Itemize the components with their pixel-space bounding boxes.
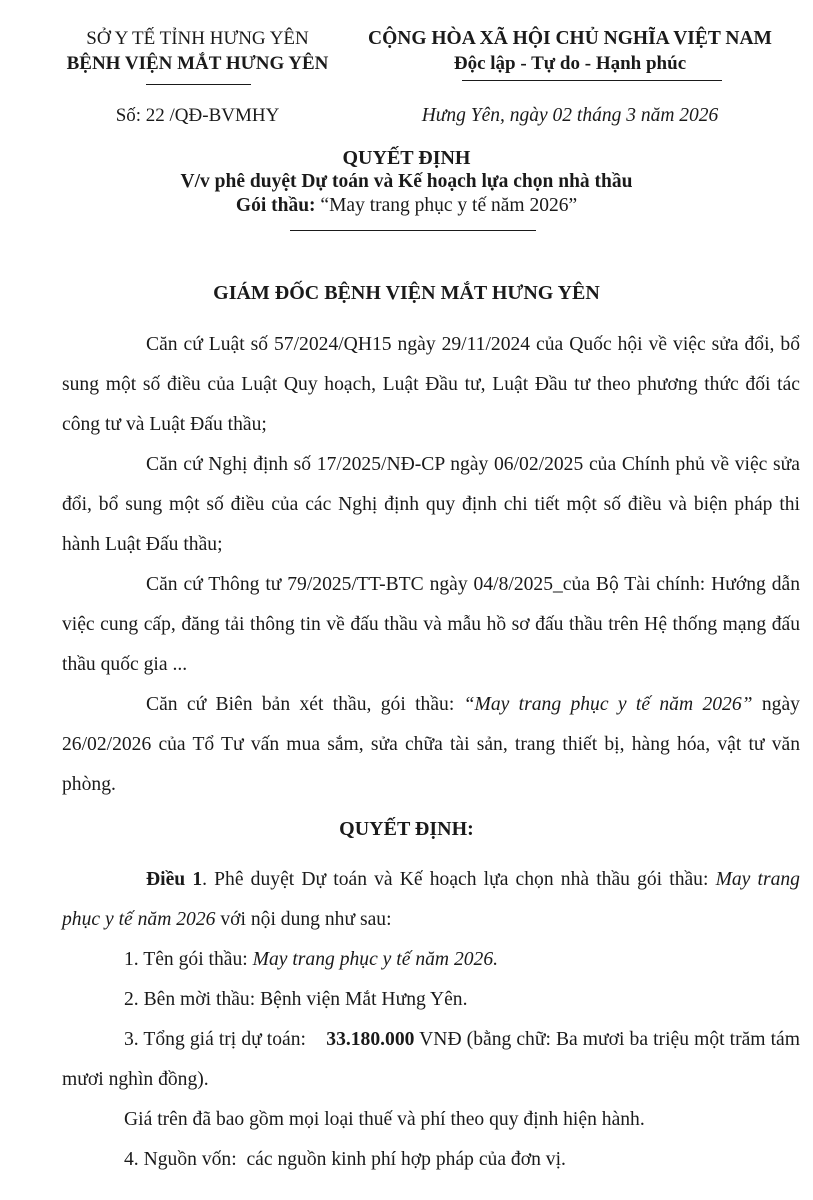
basis-law: Căn cứ Luật số 57/2024/QH15 ngày 29/11/2024 của Quốc hội về việc sửa đổi, bổ sung một số điều của Luật Quy hoạch, Luật Đầu tư, Luật Đầu tư theo phương thức đối tác công tư và Luật Đấu thầu;	[62, 334, 800, 435]
basis-decree: Căn cứ Nghị định số 17/2025/NĐ-CP ngày 06/02/2025 của Chính phủ về việc sửa đổi, bổ sung một số điều của các Nghị định quy định chi tiết một số điều và biện pháp thi hành Luật Đấu thầu;	[62, 454, 800, 555]
package-label: Gói thầu:	[235, 195, 321, 216]
article-1-label: Điều 1	[146, 869, 203, 890]
country-name: CỘNG HÒA XÃ HỘI CHỦ NGHĨA VIỆT NAM	[368, 28, 772, 49]
basis-circular: Căn cứ Thông tư 79/2025/TT-BTC ngày 04/8/2025_của Bộ Tài chính: Hướng dẫn việc cung cấp, đăng tải thông tin về đấu thầu và mẫu hồ sơ đấu thầu trên Hệ thống mạng đấu thầu quốc gia ...	[62, 574, 800, 675]
motto-underline	[462, 80, 722, 81]
document-subject: V/v phê duyệt Dự toán và Kế hoạch lựa chọn nhà thầu	[180, 171, 633, 192]
item-funding-source: 4. Nguồn vốn: các nguồn kinh phí hợp pháp của đơn vị.	[124, 1149, 566, 1170]
item-total-estimate: 3. Tổng giá trị dự toán: 33.180.000 VNĐ (bằng chữ: Ba mươi ba triệu một trăm tám mươi nghìn đồng).	[62, 1029, 805, 1090]
basis-evaluation-report: Căn cứ Biên bản xét thầu, gói thầu: “May trang phục y tế năm 2026” ngày 26/02/2026 của Tổ Tư vấn mua sắm, sửa chữa tài sản, trang thiết bị, hàng hóa, vật tư văn phòng.	[62, 694, 800, 795]
hospital-underline	[146, 84, 251, 85]
decision-heading: QUYẾT ĐỊNH:	[339, 818, 474, 840]
legal-bases	[62, 325, 800, 805]
agency-name: SỞ Y TẾ TỈNH HƯNG YÊN	[86, 28, 309, 49]
article-1: Điều 1. Phê duyệt Dự toán và Kế hoạch lựa chọn nhà thầu gói thầu: May trang phục y tế năm 2026 với nội dung như sau: 1. Tên gói thầu: May trang phục y tế năm 2026. 2. Bên mời thầu: Bệnh viện Mắt Hưng Yên. 3. Tổng giá trị dự toán: 33.180.000 VNĐ (bằng chữ: Ba mươi ba triệu một trăm tám mươi nghìn đồng). Giá trên đã bao gồm mọi loại thuế và phí theo quy định hiện hành. 4. Nguồn vốn: các nguồn kinh phí hợp pháp của đơn vị.	[62, 860, 800, 1180]
package-line	[0, 195, 813, 217]
hospital-name: BỆNH VIỆN MẮT HƯNG YÊN	[66, 53, 329, 74]
package-name: “May trang phục y tế năm 2026”	[320, 195, 578, 216]
issuing-authority: GIÁM ĐỐC BỆNH VIỆN MẮT HƯNG YÊN	[213, 282, 600, 304]
item-package-name: 1. Tên gói thầu: May trang phục y tế năm 2026.	[124, 949, 499, 970]
motto: Độc lập - Tự do - Hạnh phúc	[453, 53, 687, 74]
total-amount: 33.180.000	[326, 1029, 415, 1050]
item-inviting-party: 2. Bên mời thầu: Bệnh viện Mắt Hưng Yên.	[124, 989, 468, 1010]
document-title: QUYẾT ĐỊNH	[342, 147, 471, 169]
document-number: Số: 22 /QĐ-BVMHY	[115, 105, 280, 126]
title-underline	[290, 230, 536, 231]
price-note: Giá trên đã bao gồm mọi loại thuế và phí theo quy định hiện hành.	[124, 1109, 645, 1130]
place-date: Hưng Yên, ngày 02 tháng 3 năm 2026	[421, 105, 719, 126]
